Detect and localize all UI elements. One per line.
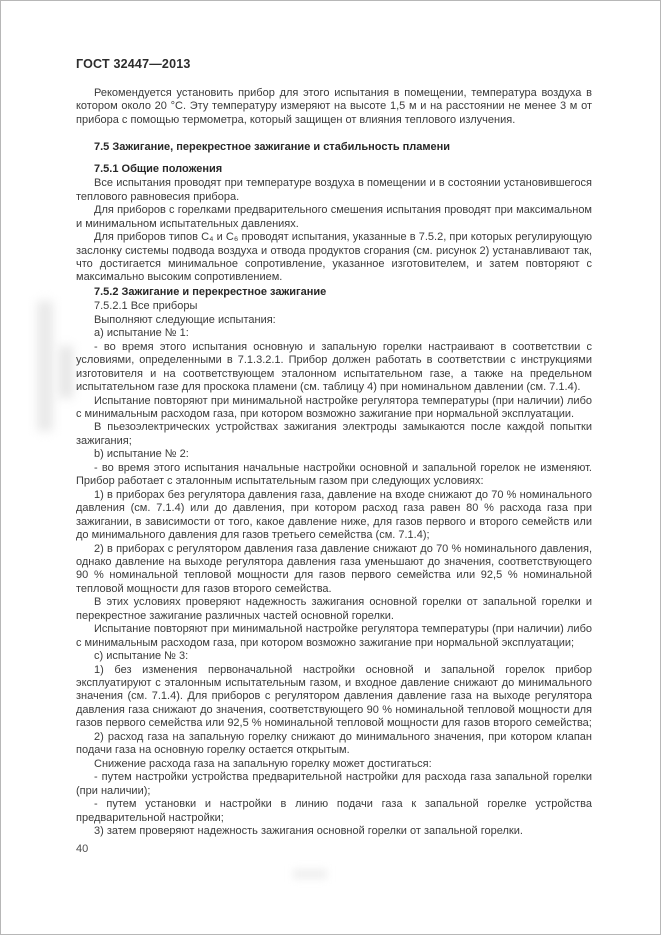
paragraph: Для приборов с горелками предварительного смешения испытания проводят при максимальном и минимальном испытательных давлениях. bbox=[76, 204, 592, 230]
paragraph: - во время этого испытания начальные настройки основной и запальной горелок не изменяют. Прибор работает с эталонным испытательным газом при следующих условиях: bbox=[76, 461, 592, 488]
paragraph: Рекомендуется установить прибор для этого испытания в помещении, температура воздуха в котором около 20 °С. Эту температуру измеряют на высоте 1,5 м и на расстоянии не менее 3 м от прибора с помощью термометра, который защищен от влияния теплового излучения. bbox=[76, 87, 592, 126]
section-heading: 7.5.1 Общие положения bbox=[94, 162, 223, 175]
paragraph: с) испытание № 3: bbox=[94, 650, 189, 663]
paragraph: 2) в приборах с регулятором давления газа давление снижают до 70 % номинального давления, однако давление на выходе регулятора давления газа уменьшают до значения, соответствующего 90 % номинальной тепловой мощности для газов первого семейства или 92,5 % номинальной тепловой мощности для газов второго семейства. bbox=[76, 542, 592, 595]
paragraph: - путем настройки устройства предварительной настройки для расхода газа запальной горелки (при наличии); bbox=[76, 771, 592, 797]
paragraph: 3) затем проверяют надежность зажигания основной горелки от запальной горелки. bbox=[94, 825, 523, 838]
paragraph: Выполняют следующие испытания: bbox=[94, 313, 276, 326]
paragraph: 1) в приборах без регулятора давления газа, давление на входе снижают до 70 % номинального давления (см. 7.1.4) или до давления, при котором расход газа равен 80 % расхода газа при зажигании, в зависимости от того, какое давление ниже, для газов первого и второго семейств или до минимального давления для газов третьего семейства (см. 7.1.4); bbox=[76, 488, 592, 542]
paragraph: b) испытание № 2: bbox=[94, 448, 189, 461]
scan-artifact bbox=[37, 301, 53, 431]
paragraph: - путем установки и настройки в линию подачи газа к запальной горелке устройства предварительной настройки; bbox=[76, 798, 592, 824]
page-number: 40 bbox=[76, 843, 89, 855]
paragraph: Снижение расхода газа на запальную горелку может достигаться: bbox=[94, 757, 432, 770]
paragraph: В этих условиях проверяют надежность зажигания основной горелки от запальной горелки и перекрестное зажигание различных частей основной горелки. bbox=[76, 596, 592, 622]
paragraph: 7.5.2.1 Все приборы bbox=[94, 300, 198, 313]
paragraph: Для приборов типов С₄ и С₆ проводят испытания, указанные в 7.5.2, при которых регулирующую заслонку системы подвода воздуха и отвода продуктов сгорания (см. рисунок 2) устанавливают так, что достигается минимальное сопротивление, указанное изготовителем, и затем повторяют с максимально высоким сопротивлением. bbox=[76, 231, 592, 284]
section-heading: 7.5.2 Зажигание и перекрестное зажигание bbox=[94, 285, 327, 298]
scan-artifact bbox=[59, 346, 73, 398]
paragraph: а) испытание № 1: bbox=[94, 327, 189, 340]
paragraph: Испытание повторяют при минимальной настройке регулятора температуры (при наличии) либо с минимальным расходом газа, при котором возможно зажигание при нормальной эксплуатации; bbox=[76, 623, 592, 649]
paragraph: 1) без изменения первоначальной настройки основной и запальной горелок прибор эксплуатируют с эталонным испытательным газом, и входное давление снижают до минимального значения (см. 7.1.4). Для приборов с регулятором давления давление газа на выходе регулятора давления газа снижают до значения, соответствующего 90 % номинальной тепловой мощности для газов первого семейства или 92,5 % номинальной тепловой мощности для газов второго семейства; bbox=[76, 663, 592, 730]
paragraph: В пьезоэлектрических устройствах зажигания электроды замыкаются после каждой попытки зажигания; bbox=[76, 421, 592, 447]
paragraph: Все испытания проводят при температуре воздуха в помещении и в состоянии установившегося теплового равновесия прибора. bbox=[76, 177, 592, 203]
document-number-header: ГОСТ 32447—2013 bbox=[76, 57, 191, 71]
paragraph: Испытание повторяют при минимальной настройке регулятора температуры (при наличии) либо с минимальным расходом газа, при котором возможно зажигание при нормальной эксплуатации. bbox=[76, 394, 592, 420]
paragraph: 2) расход газа на запальную горелку снижают до минимального значения, при котором клапан подачи газа на основную горелку остается открытым. bbox=[76, 730, 592, 757]
document-body bbox=[76, 87, 592, 838]
paragraph: - во время этого испытания основную и запальную горелки настраивают в соответствии с условиями, определенными в 7.1.3.2.1. Прибор должен работать в соответствии с инструкциями изготовителя и на соответствующем эталонном испытательном газе, а также на предельном испытательном газе для проскока пламени (см. таблицу 4) при номинальном давлении (см. 7.1.4). bbox=[76, 340, 592, 394]
scan-artifact bbox=[293, 869, 327, 879]
section-heading: 7.5 Зажигание, перекрестное зажигание и стабильность пламени bbox=[94, 141, 451, 154]
